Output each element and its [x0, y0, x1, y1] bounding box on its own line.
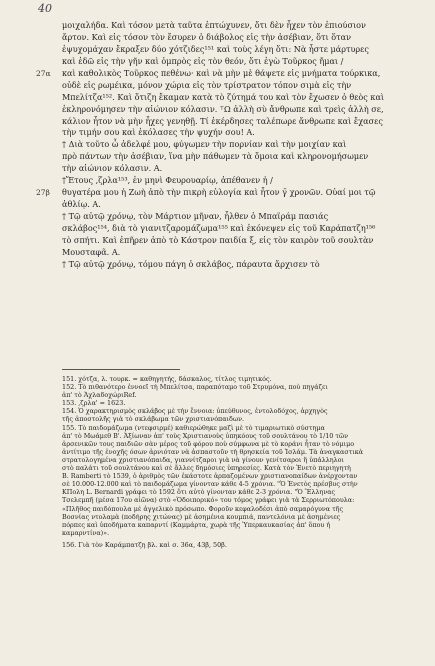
page-number: 40 — [38, 2, 52, 15]
text-line: τὴν αἰώνιον κόλασιν. Α. — [62, 163, 163, 174]
text-line: πρὸ πάντων τὴν ἀσέβιαν, ἵνα μὴν πάθωμεν τὰ ὅμοια καὶ κληρονομήσωμεν — [62, 151, 369, 162]
text-line: οὐδὲ εἰς ρωμέικα, μόνον χώρια εἰς τὸν τρίστρατον τόπον σιμὰ εἰς τὴν — [62, 79, 352, 90]
footnote-line: ἀπ' τὸ Μωάμεθ Β'. Ἀξίωναν ἀπ' τοὺς Χριστιανοὺς ὑπηκόους τοῦ σουλτάνου τὸ 1/10 τῶν — [62, 431, 349, 440]
footnote-line: ἀρσενικῶν τους παιδιῶν σὰν μέρος τοῦ φόρου ποὺ σύμφωνα μὲ τὸ κοράνι ἦταν τὸ νόμιμο — [62, 439, 355, 448]
text-line: τὴν τιμήν σου καὶ ἐκόλασες τὴν ψυχήν σου! Α. — [62, 127, 255, 138]
text-line: μοιχαλήδα. Καὶ τόσον μετὰ ταῦτα ἐπτώχυνεν, ὅτι δὲν ἦχεν τὸν ἐπιούσιον — [62, 20, 366, 30]
text-line: ἐψυχομάχαν ἔκραξεν δύο χότζιδες¹⁵¹ καὶ τοὺς λέγη ὅτι: Νὰ ἦστε μάρτυρες — [62, 43, 369, 54]
text-line-content: θυγατέρα μου ἡ Ζωὴ ἀπὸ τὴν πικρὴ εὐλογία καὶ ἦτον γ̄ χρονῶν. Οὐαί μοι τῷ — [62, 187, 376, 198]
footnote-line: 152. Τὸ πιθανότερο ἐννοεῖ τὴ Μπελίτσα, παραπόταμο τοῦ Στρυμόνα, ποὺ πηγάζει — [62, 383, 328, 392]
text-line — [36, 67, 406, 80]
footnote-line: 151. χότζα, λ. τουρκ. = καθηγητής, δάσκαλος, τίτλος τιμητικός. — [62, 375, 272, 383]
footnote-line: 153. ,ζρλα' = 1623. — [62, 399, 126, 408]
footnote-line: B. Ramberti τὸ 1539, ὁ ἀριθμὸς τῶν ἑκάστοτε ἁρπαζομένων χριστιανοπαίδων ἀνέρχονταν — [62, 472, 358, 481]
footnote-line: ἀντίτιμο τῆς ἐνοχῆς όσων ἀρνιόταν νὰ ἀσπαστοῦν τὴ θρησκεία τοῦ Ἰσλάμ. Τὰ ἀναγκαστικὰ — [62, 447, 364, 456]
margin-note-27a: 27α — [36, 68, 51, 78]
text-line: σκλάβος¹⁵⁴, διὰ τὸ γιανιτζαρομάζωμα¹⁵⁵ καὶ ἐκόνεψεν εἰς τοῦ Καράπατζη¹⁵⁶ — [62, 222, 376, 233]
footnote-line: ἀπ' τὸ ἈχλαδοχώριRef. — [62, 391, 137, 400]
text-line: ἀθλίῳ. Α. — [62, 199, 101, 210]
text-line: τὸ σπήτι. Καὶ ἐπῆρεν ἀπὸ τὸ Κάστρον παιδία ξ̄, εἰς τὸν καιρὸν τοῦ σουλτὰν — [62, 234, 374, 245]
footnote-line: Τσελεμπῆ (μέσα 17ου αἰῶνα) στὸ «Ὁδοιπορικό» του τόμος γράφει γιὰ τὰ Σερριωτόπουλα: — [62, 496, 355, 505]
footnote-line: σὲ 10.000-12.000 καὶ τὸ παιδομάζωμα γίνονταν κάθε 4-5 χρόνια. "Ὁ Ἑνετὸς πρέσβυς στὴν — [62, 480, 358, 489]
footnote-separator — [62, 369, 180, 370]
margin-note-27b: 27β — [36, 188, 50, 198]
text-line: † Τῷ αὐτῷ χρόνῳ, τὸν Μάρτιον μῆναν, ἦλθεν ὁ Μπαϊράμ πασιάς — [62, 211, 329, 221]
text-line: ἐκληρονόμησεν τὴν αἰώνιον κόλασιν. ⸆Ω ἀλλὴ σὺ ἄνθρωπε καὶ τρεὶς ἀλλὴ σε, — [62, 103, 384, 114]
text-line: † Διὰ τοῦτο ὦ ἀδελφέ μου, φύγωμεν τὴν πορνίαν καὶ τὴν μοιχίαν καὶ — [62, 139, 347, 150]
footnote-line: 154. Ὁ χαρακτηρισμὸς σκλάβος μὲ τὴν ἔννοια: ὑπεύθυνος, ἐντολοδόχος, ἀρχηγὸς — [62, 407, 328, 416]
footnote-line: 156. Γιὰ τὸν Καράμπατζη βλ. καὶ σ. 36α, 43β, 50β. — [62, 540, 227, 549]
footnote-line: Βοσνίας ντολαμὰ (ποδήρης χιτώνας) μὲ ἀσημένια κουμπιά, παντελόνια μὲ ἀσημένιες — [62, 512, 341, 521]
text-line: ἄρτον. Καὶ εἰς τόσον τὸν ἔσυρεν ὁ διάβολος εἰς τὴν ἀσέβιαν, ὅτι ὅταν — [62, 31, 351, 42]
footnote-line: 155. Τὸ παιδομάζωμα (ντεφσιρμέ) καθιερώθηκε μαζὶ μὲ τὸ τιμαριωτικὸ σύστημα — [62, 423, 325, 432]
text-line: κάλιον ἦτον νὰ μὴν ἦχες γενηθῇ. Τί ἐκέρδησες ταλέπωρε ἄνθρωπε καὶ ἔχασες — [62, 115, 383, 126]
main-text — [36, 20, 406, 271]
text-line: Μπελίτζα¹⁵². Καὶ ὅτιζη ἔκαμαν κατὰ τὸ ζύτημά του καὶ τὸν ἔχωσεν ὁ θεὸς καὶ — [62, 91, 385, 102]
footnote-line: καμαρντίνα)». — [62, 528, 110, 537]
footnote-line: «Πλῆθος παιδόπουλα μὲ ἀγγελικὸ πρόσωπο. Φοροῦν κεφαλοδέσι ἀπὸ σαμαρόγυνα τῆς — [62, 504, 344, 513]
text-line — [36, 187, 406, 199]
footnote-line: στὸ παλάτι τοῦ σουλτάνου καὶ σὲ ἄλλες δημόσιες ὑπηρεσίες. Κατὰ τὸν Ἑνετὸ περιηγητὴ — [62, 464, 351, 473]
footnote-line: τῆς ἀποστολῆς γιὰ τὸ σκλάβωμα τῶν χριστιανόπαιδων. — [62, 415, 245, 424]
footnote-line: πόρπες καὶ ὑποδήματα καπαρντί (Καμμάρτα, χωρὰ τῆς Ὑπερκαυκασίας ἀπ' ὅπου ἡ — [62, 520, 331, 529]
text-line: †Ἔτους ,ζρλα¹⁵³, ἐν μηνὶ Φευρουαρίῳ, ἀπέθανεν ἡ / — [62, 175, 273, 186]
text-line: καὶ ἐδῶ εἰς τὴν γῆν καὶ ὀμπρὸς εἰς τὸν θεόν, ὅτι ἐγὼ Τοῦρκος ἤμαι / — [62, 55, 344, 66]
text-line-content: καὶ καθολικὸς Τοῦρκος πεθένω· καὶ νὰ μὴν μὲ θάψετε εἰς μνήματα τούρκικα, — [62, 67, 381, 78]
footnote-line: στρατολογημένα χριστιανόπαιδα, γιαννίτζαροι γιὰ νὰ γίνουν γενίτσαροι ἢ ὑπάλληλοι — [62, 455, 345, 464]
footnote-line: ΚΠολη L. Bernardi γράφει τὸ 1592 ὅτι αὐτὸ γίνονταν κάθε 2-3 χρόνια. "Ὁ Ἕλληνας — [62, 488, 336, 497]
text-line: Μουσταφᾶ. Α. — [62, 246, 121, 257]
footnotes — [62, 375, 406, 549]
text-line: † Τῷ αὐτῷ χρόνῳ, τόμου πάγη ὁ σκλάβος, πάραυτα ἄρχισεν τὸ — [62, 258, 320, 269]
